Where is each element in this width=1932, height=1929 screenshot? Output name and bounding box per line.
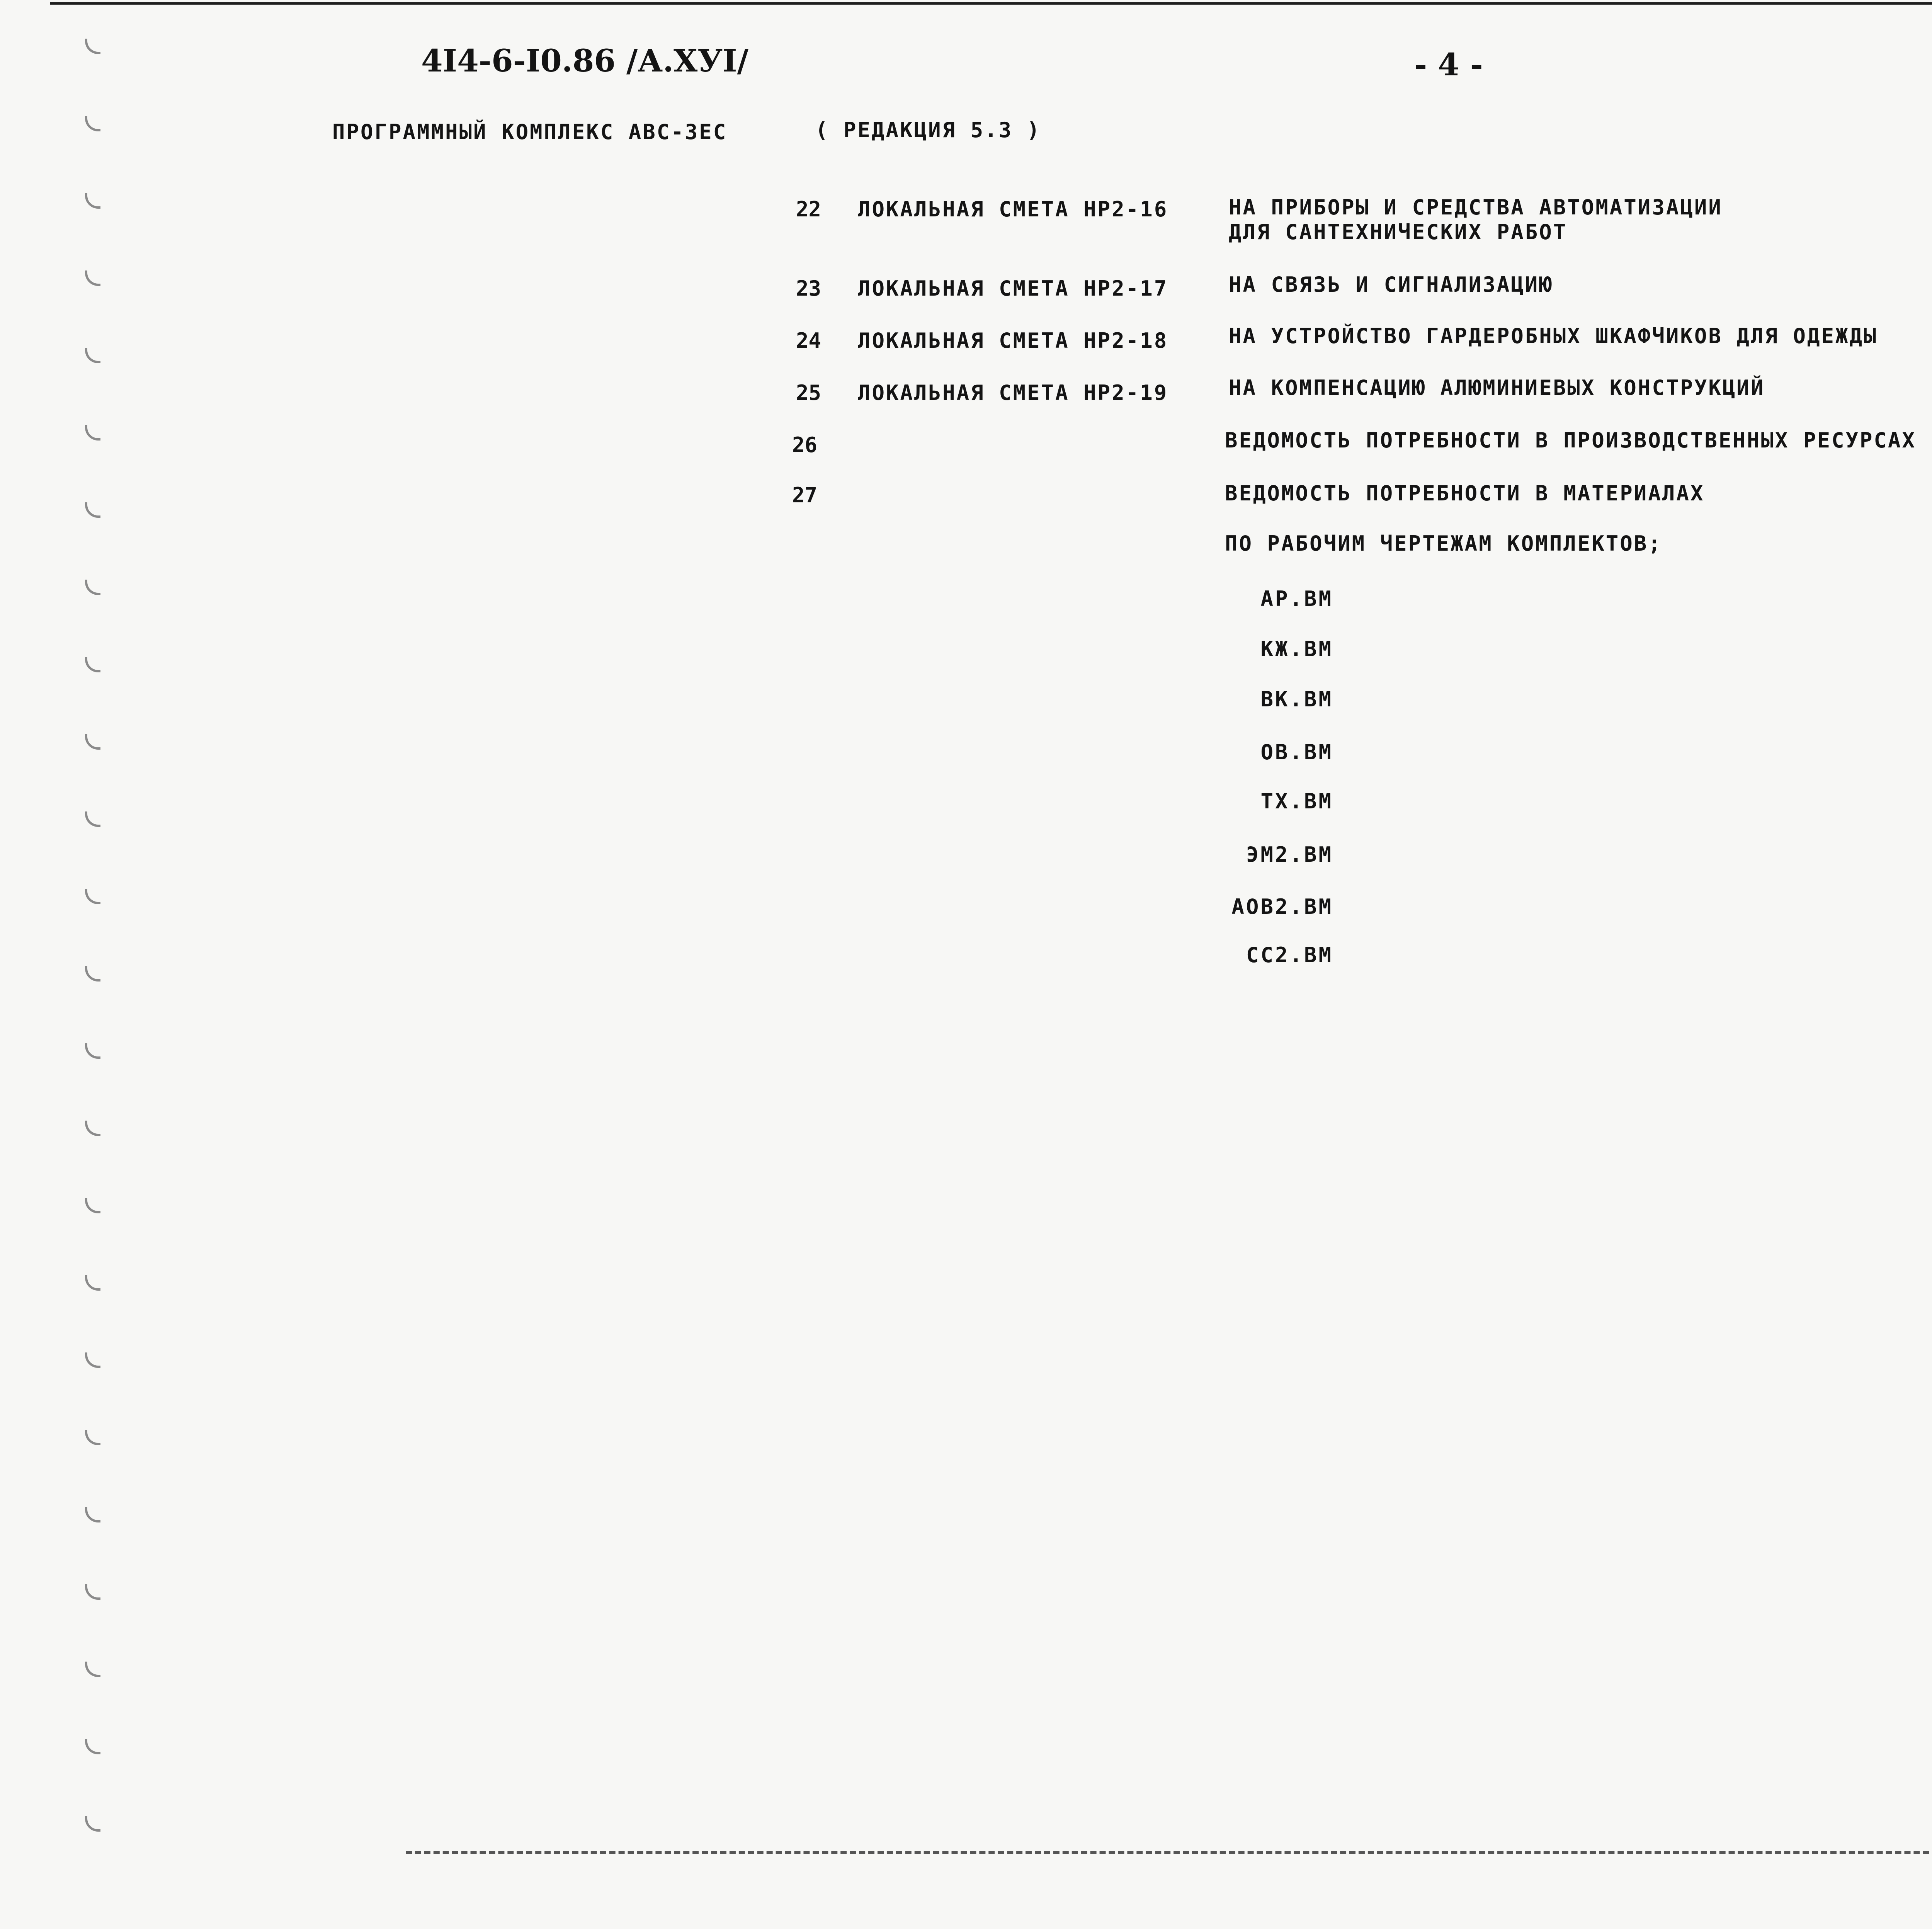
item-description: НА СВЯЗЬ И СИГНАЛИЗАЦИЮ (1229, 272, 1553, 297)
estimate-type: ЛОКАЛЬНАЯ СМЕТА НР2-16 (858, 197, 1168, 221)
set-code: ОВ.ВМ (1260, 740, 1333, 764)
perforation-hole (85, 657, 100, 672)
perforation-hole (85, 502, 100, 518)
set-code: ТХ.ВМ (1260, 789, 1333, 813)
item-description: ВЕДОМОСТЬ ПОТРЕБНОСТИ В ПРОИЗВОДСТВЕННЫХ РЕСУРСАХ (1225, 428, 1917, 452)
item-description-cont: ДЛЯ САНТЕХНИЧЕСКИХ РАБОТ (1229, 220, 1568, 244)
perforation-hole (85, 1662, 100, 1677)
perforation-hole (85, 348, 100, 363)
perforation-hole (85, 889, 100, 904)
item-number: 23 (796, 276, 821, 301)
set-code: ЭМ2.ВМ (1246, 842, 1333, 867)
item-number: 25 (796, 381, 821, 405)
perforation-hole (85, 1584, 100, 1600)
perforation-hole (85, 1507, 100, 1522)
item-description: НА УСТРОЙСТВО ГАРДЕРОБНЫХ ШКАФЧИКОВ ДЛЯ ОДЕЖДЫ (1229, 324, 1878, 348)
page-marker: - 4 - (1414, 46, 1483, 83)
perforation-hole (85, 811, 100, 827)
perforation-hole (85, 1275, 100, 1291)
perforation-hole (85, 425, 100, 441)
perforation-hole (85, 39, 100, 54)
perforation-hole (85, 1430, 100, 1445)
perforation-hole (85, 270, 100, 286)
perforation-hole (85, 193, 100, 209)
set-code: АОВ2.ВМ (1231, 895, 1333, 919)
document-code: 4I4-6-I0.86 /А.ХУI/ (421, 43, 748, 79)
item-description: НА ПРИБОРЫ И СРЕДСТВА АВТОМАТИЗАЦИИ (1229, 195, 1723, 219)
item-description-cont: ПО РАБОЧИМ ЧЕРТЕЖАМ КОМПЛЕКТОВ; (1225, 531, 1662, 556)
set-code: АР.ВМ (1260, 587, 1333, 611)
perforation-hole (85, 1121, 100, 1136)
perforation-hole (85, 580, 100, 595)
estimate-type: ЛОКАЛЬНАЯ СМЕТА НР2-17 (858, 276, 1168, 301)
edition-label: ( РЕДАКЦИЯ 5.3 ) (815, 118, 1041, 142)
perforation-hole (85, 1816, 100, 1832)
perforation-hole (85, 734, 100, 750)
estimate-type: ЛОКАЛЬНАЯ СМЕТА НР2-19 (858, 381, 1168, 405)
item-number: 27 (792, 483, 818, 507)
item-description: ВЕДОМОСТЬ ПОТРЕБНОСТИ В МАТЕРИАЛАХ (1225, 481, 1705, 505)
software-name: ПРОГРАММНЫЙ КОМПЛЕКС АВС-3ЕС (332, 120, 728, 144)
top-edge-line (50, 2, 1932, 5)
bottom-perforation-line (406, 1851, 1932, 1854)
set-code: КЖ.ВМ (1260, 637, 1333, 661)
perforation-hole (85, 966, 100, 982)
perforation-hole (85, 1739, 100, 1754)
set-code: СС2.ВМ (1246, 943, 1333, 967)
item-number: 22 (796, 197, 821, 221)
estimate-type: ЛОКАЛЬНАЯ СМЕТА НР2-18 (858, 328, 1168, 353)
set-code: ВК.ВМ (1260, 687, 1333, 711)
item-number: 24 (796, 328, 821, 353)
item-description: НА КОМПЕНСАЦИЮ АЛЮМИНИЕВЫХ КОНСТРУКЦИЙ (1229, 376, 1765, 400)
perforation-hole (85, 116, 100, 131)
item-number: 26 (792, 433, 818, 457)
perforation-hole (85, 1352, 100, 1368)
perforation-hole (85, 1043, 100, 1059)
perforation-hole (85, 1198, 100, 1213)
